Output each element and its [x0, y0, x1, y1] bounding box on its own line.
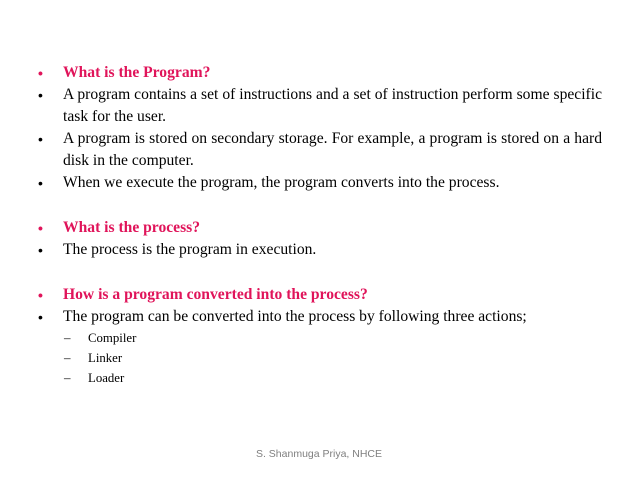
bullet-heading-program: [38, 62, 602, 84]
bullet-process-definition: [38, 239, 602, 261]
bullet-text: When we execute the program, the program converts into the process.: [63, 174, 500, 191]
bullet-marker: •: [38, 309, 43, 325]
dash-marker: –: [64, 370, 71, 385]
sub-item-compiler: [38, 328, 602, 348]
bullet-marker: •: [38, 287, 43, 303]
bullet-list: [38, 62, 602, 388]
bullet-text: A program contains a set of instructions and a set of instruction perform some specific task for the user.: [63, 86, 602, 125]
sub-item-text: Linker: [88, 351, 123, 365]
sub-item-text: Loader: [88, 371, 125, 385]
bullet-program-execute: [38, 172, 602, 194]
bullet-marker: •: [38, 220, 43, 236]
bullet-text: What is the process?: [63, 219, 201, 236]
bullet-heading-conversion: [38, 284, 602, 306]
bullet-marker: •: [38, 65, 43, 81]
sub-item-linker: [38, 348, 602, 368]
bullet-marker: •: [38, 242, 43, 258]
sub-item-text: Compiler: [88, 331, 137, 345]
bullet-marker: •: [38, 175, 43, 191]
bullet-program-definition: [38, 84, 602, 128]
bullet-conversion-actions: [38, 306, 602, 328]
dash-marker: –: [64, 330, 71, 345]
bullet-marker: •: [38, 131, 43, 147]
bullet-text: The process is the program in execution.: [63, 241, 317, 258]
bullet-marker: •: [38, 87, 43, 103]
sub-item-loader: [38, 368, 602, 388]
bullet-text: How is a program converted into the process?: [63, 286, 368, 303]
dash-marker: –: [64, 350, 71, 365]
bullet-text: A program is stored on secondary storage. For example, a program is stored on a hard disk in the computer.: [63, 130, 602, 169]
bullet-program-storage: [38, 128, 602, 172]
slide-footer: S. Shanmuga Priya, NHCE: [255, 448, 383, 460]
bullet-text: The program can be converted into the process by following three actions;: [63, 308, 527, 325]
bullet-heading-process: [38, 217, 602, 239]
bullet-text: What is the Program?: [63, 64, 211, 81]
